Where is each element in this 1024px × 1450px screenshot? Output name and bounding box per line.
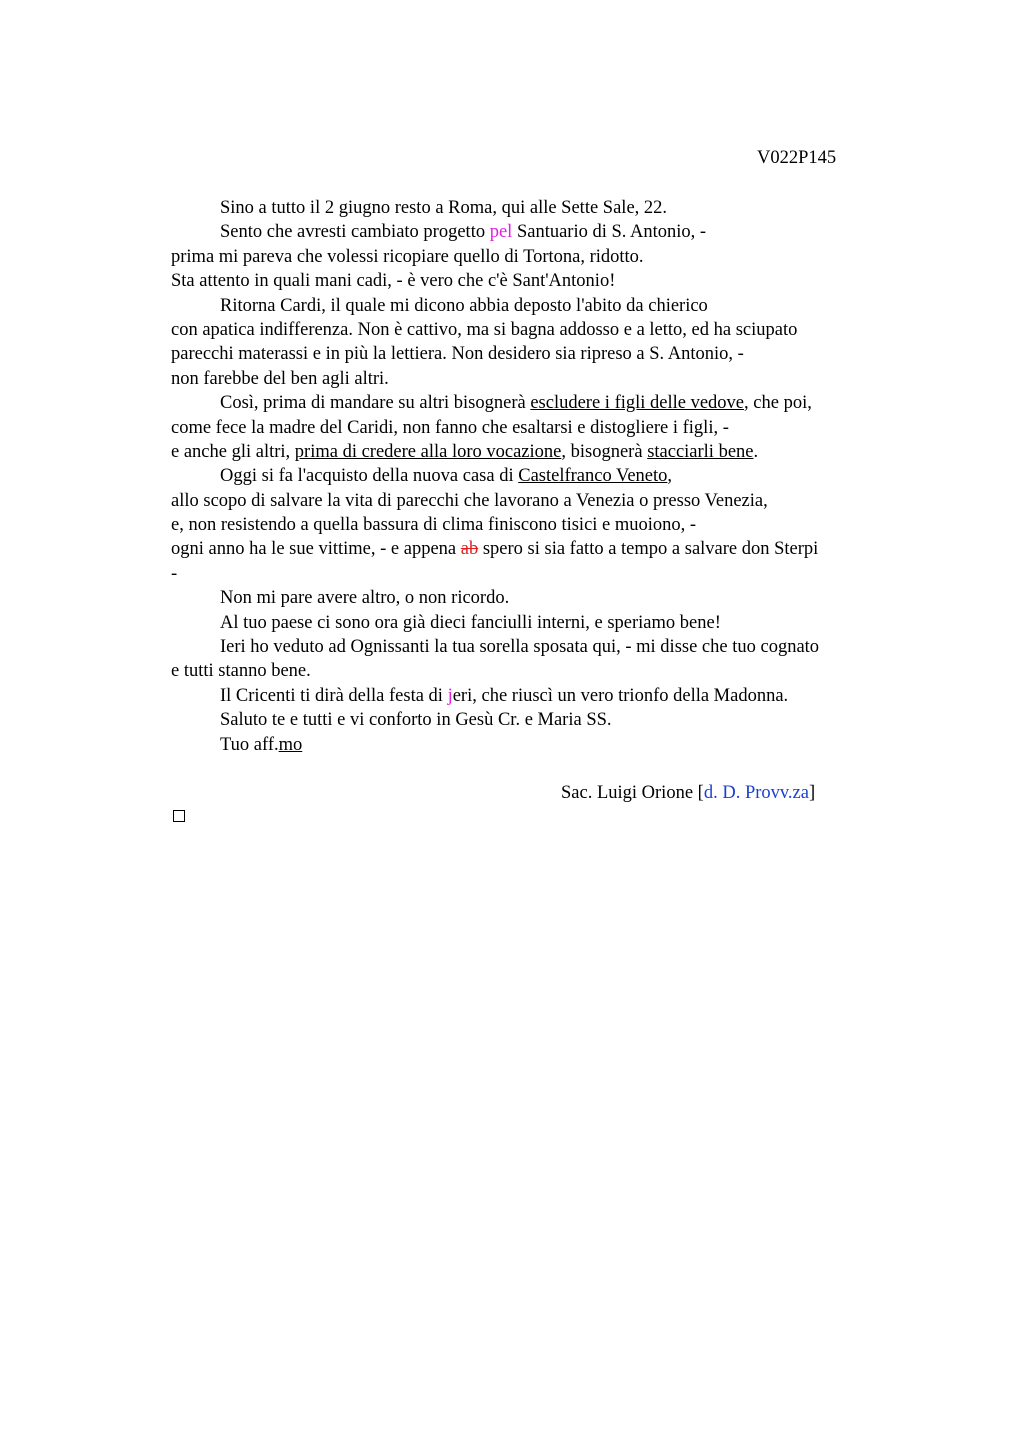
text-line: Al tuo paese ci sono ora già dieci fanciulli interni, e speriamo bene! <box>220 612 721 633</box>
page-identifier: V022P145 <box>757 148 837 168</box>
text-line: con apatica indifferenza. Non è cattivo, ma si bagna addosso e a letto, ed ha sciupato <box>171 319 798 340</box>
text-line: e, non resistendo a quella bassura di clima finiscono tisici e muoiono, - <box>171 515 697 536</box>
text-line: non farebbe del ben agli altri. <box>171 368 389 389</box>
text-line: Oggi si fa l'acquisto della nuova casa di Castelfranco Veneto, <box>220 466 673 487</box>
closing-line: Tuo aff.mo <box>220 734 303 755</box>
text-line: Il Cricenti ti dirà della festa di jeri, che riuscì un vero trionfo della Madonna. <box>220 685 789 706</box>
text-line: come fece la madre del Caridi, non fanno che esaltarsi e distogliere i figli, - <box>171 417 729 438</box>
text-line: e anche gli altri, prima di credere alla loro vocazione, bisognerà stacciarli bene. <box>171 441 759 462</box>
underlined-phrase: escludere i figli delle vedove <box>530 393 745 414</box>
text-line: Ieri ho veduto ad Ognissanti la tua sorella sposata qui, - mi disse che tuo cognato <box>220 637 820 658</box>
text-line: Sento che avresti cambiato progetto pel Santuario di S. Antonio, - <box>220 222 707 243</box>
text-line: Saluto te e tutti e vi conforto in Gesù Cr. e Maria SS. <box>220 710 612 731</box>
text-line: Non mi pare avere altro, o non ricordo. <box>220 588 510 609</box>
text-line: - <box>171 563 178 584</box>
underlined-phrase: Castelfranco Veneto <box>518 466 668 487</box>
spacer <box>171 757 901 781</box>
checkbox-square-icon <box>173 810 185 822</box>
signature: Sac. Luigi Orione [d. D. Provv.za] <box>561 783 816 804</box>
underlined-phrase: stacciarli bene <box>647 441 754 462</box>
signature-annotation: d. D. Provv.za <box>703 783 809 804</box>
text-line: Sino a tutto il 2 giugno resto a Roma, qui alle Sette Sale, 22. <box>220 198 668 218</box>
letter-body <box>171 196 901 806</box>
text-line: parecchi materassi e in più la lettiera. Non desidero sia ripreso a S. Antonio, - <box>171 344 744 365</box>
text-line: ogni anno ha le sue vittime, - e appena ab spero si sia fatto a tempo a salvare don Sterpi <box>171 539 819 560</box>
deleted-word: ab <box>460 539 479 560</box>
text-line: Così, prima di mandare su altri bisognerà escludere i figli delle vedove, che poi, <box>220 393 812 414</box>
underlined-phrase: prima di credere alla loro vocazione <box>294 441 562 462</box>
highlighted-letter: j <box>447 685 453 706</box>
text-line: Sta attento in quali mani cadi, - è vero che c'è Sant'Antonio! <box>171 271 616 292</box>
text-line: prima mi pareva che volessi ricopiare quello di Tortona, ridotto. <box>171 246 644 267</box>
highlighted-word: pel <box>489 222 513 243</box>
text-line: allo scopo di salvare la vita di parecchi che lavorano a Venezia o presso Venezia, <box>171 490 768 511</box>
text-line: e tutti stanno bene. <box>171 661 311 682</box>
underlined-abbreviation: mo <box>278 734 303 755</box>
text-line: Ritorna Cardi, il quale mi dicono abbia deposto l'abito da chierico <box>220 295 708 316</box>
